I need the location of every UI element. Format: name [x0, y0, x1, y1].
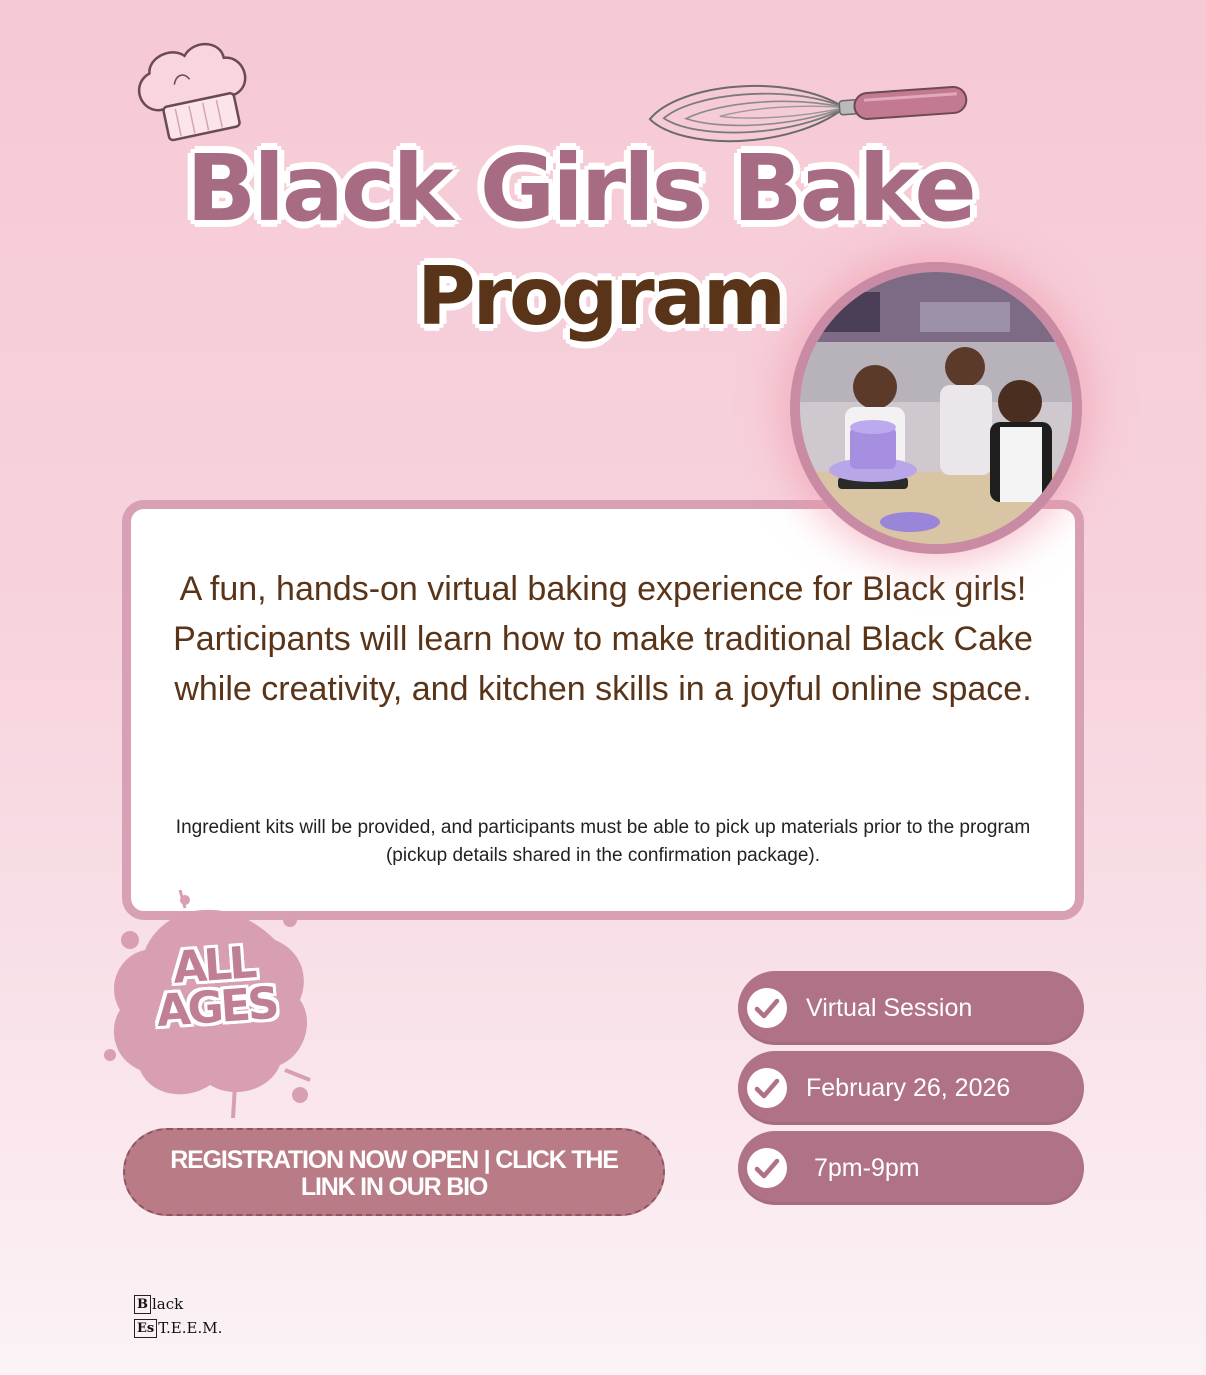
page-subtitle: Program — [416, 250, 784, 343]
registration-button[interactable] — [123, 1128, 665, 1216]
logo-box-es: Es — [134, 1319, 157, 1338]
registration-line-1: REGISTRATION NOW OPEN | CLICK THE — [170, 1146, 618, 1174]
check-icon — [747, 1148, 787, 1188]
program-photo — [790, 262, 1082, 554]
detail-pill-date — [738, 1051, 1084, 1125]
check-icon — [747, 988, 787, 1028]
logo-text-teem: T.E.E.M. — [158, 1319, 223, 1337]
description-text: A fun, hands-on virtual baking experience for Black girls! Participants will learn how to make traditional Black Cake while creativity, and kitchen skills in a joyful online space. — [173, 570, 1033, 708]
detail-label: 7pm-9pm — [814, 1154, 920, 1182]
page-title: Black Girls Bake — [186, 135, 974, 242]
ingredient-note: Ingredient kits will be provided, and participants must be able to pick up materials prior to the program (pickup details shared in the confirmation package). — [175, 817, 1031, 866]
detail-label: February 26, 2026 — [806, 1074, 1011, 1102]
logo-text-black: lack — [152, 1295, 184, 1313]
check-icon — [747, 1068, 787, 1108]
badge-line-2: AGES — [154, 977, 279, 1038]
black-esteem-logo — [134, 1292, 222, 1340]
registration-line-2: LINK IN OUR BIO — [300, 1173, 488, 1201]
detail-label: Virtual Session — [806, 994, 973, 1022]
description-card — [122, 500, 1084, 920]
detail-pill-session — [738, 971, 1084, 1045]
all-ages-badge — [127, 937, 302, 1038]
logo-box-b: B — [134, 1295, 151, 1314]
photo-girls-baking-icon — [800, 272, 1072, 544]
detail-pill-time — [738, 1131, 1084, 1205]
badge-line-1: ALL — [171, 937, 256, 994]
